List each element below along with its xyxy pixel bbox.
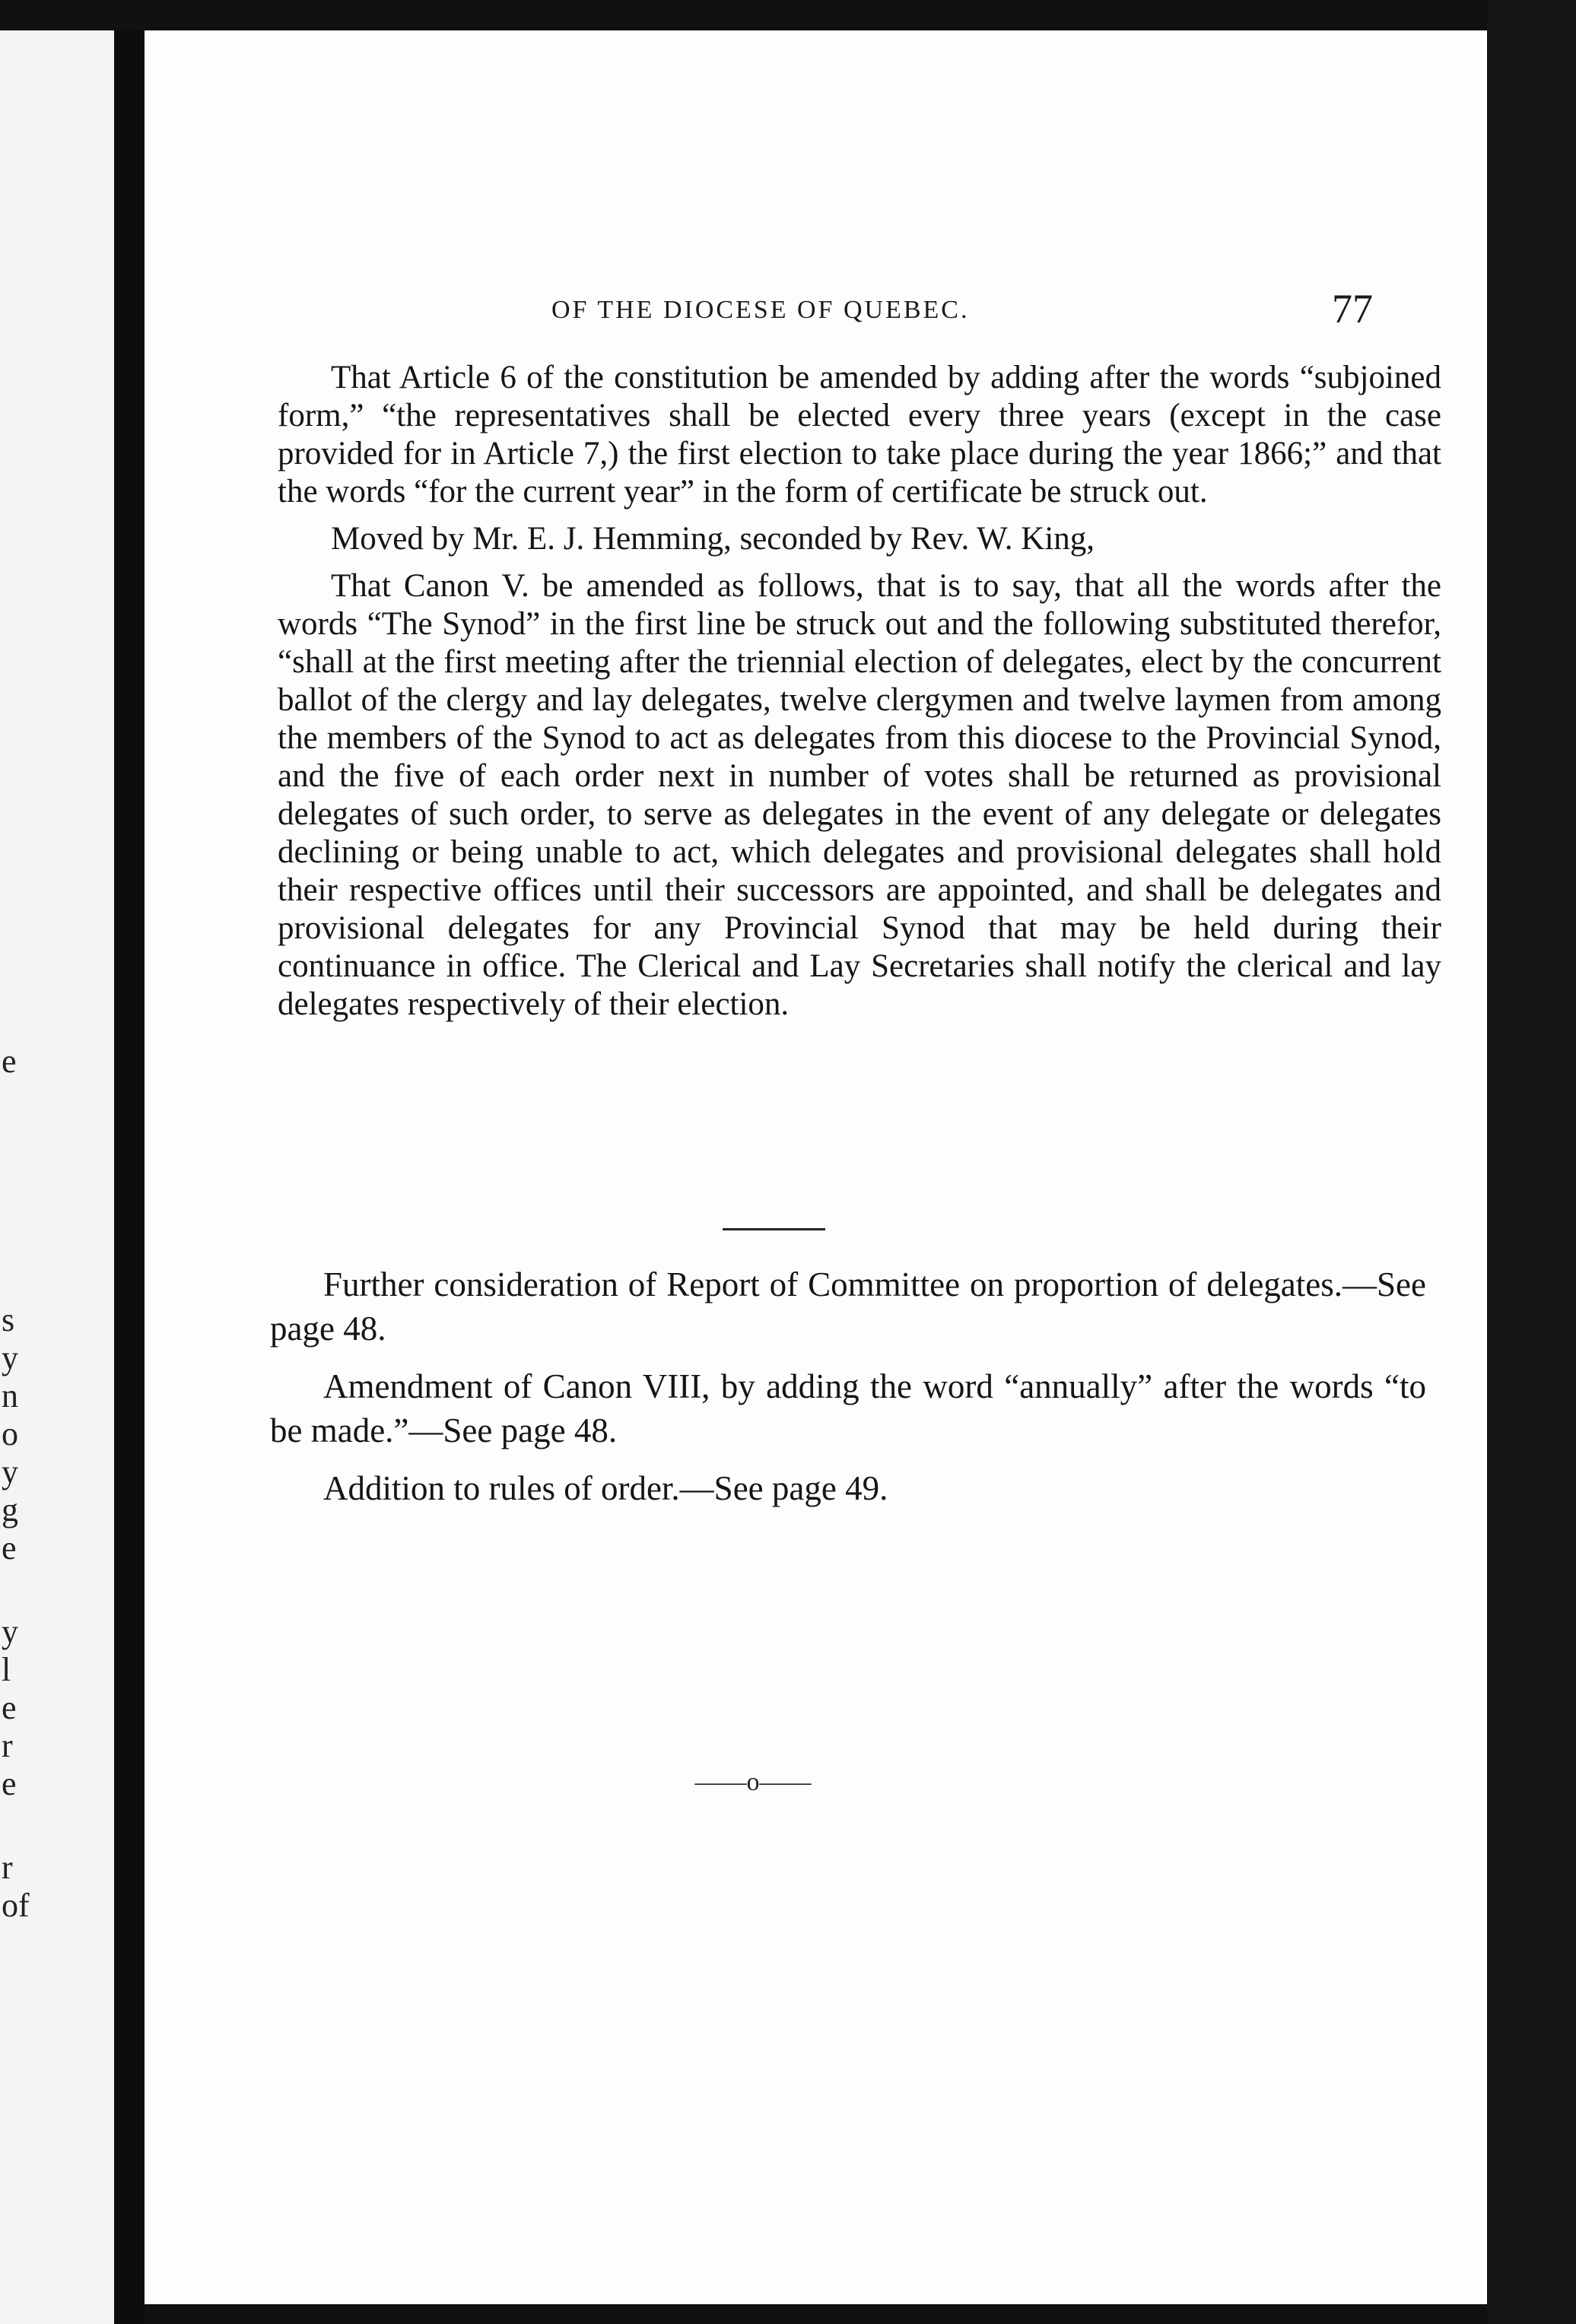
paragraph: Moved by Mr. E. J. Hemming, seconded by Rev. W. King, [331, 521, 1095, 557]
page-number: 77 [1332, 286, 1373, 332]
paragraph: Further consideration of Report of Committee on proportion of delegates.—See page 48. [270, 1265, 1426, 1348]
facing-page-fragment [0, 30, 114, 2324]
paragraph: Addition to rules of order.—See page 49. [323, 1469, 888, 1507]
page-header [145, 285, 1487, 338]
margin-letter: s [2, 1301, 15, 1338]
margin-letter: l [2, 1651, 11, 1688]
margin-letter: g [2, 1491, 18, 1529]
document-page [145, 30, 1487, 2304]
margin-letter: y [2, 1613, 18, 1650]
page-gutter [114, 30, 145, 2324]
margin-letter: e [2, 1529, 17, 1567]
margin-letter: y [2, 1339, 18, 1376]
margin-letter: of [2, 1887, 30, 1924]
margin-letter: e [2, 1043, 17, 1080]
margin-letter: r [2, 1849, 13, 1886]
agenda-text-block [270, 1262, 1426, 1524]
paragraph: That Article 6 of the constitution be amended by adding after the words “subjoined form,” “the representatives shall be elected every three years (except in the case provided for in Article 7,) the first election to take place during the year 1866;” and that the words “for the current year” in the form of certificate be struck out. [278, 360, 1441, 510]
margin-letter: o [2, 1415, 18, 1452]
margin-letter: n [2, 1377, 18, 1414]
paragraph: That Canon V. be amended as follows, that is to say, that all the words after the words “The Synod” in the first line be struck out and the following substituted therefor, “shall at the first meeting after the triennial election of delegates, elect by the concurrent ballot of the clergy and lay delegates, twelve clergymen and twelve laymen from among the members of the Synod to act as delegates from this diocese to the Provincial Synod, and the five of each order next in number of votes shall be returned as provisional delegates of such order, to serve as delegates in the event of any delegate or delegates declining or being unable to act, which delegates and provisional delegates shall hold their respective offices until their successors are appointed, and shall be delegates and provisional delegates for any Provincial Synod that may be held during their continuance in office. The Clerical and Lay Secretaries shall notify the clerical and lay delegates respectively of their election. [278, 568, 1441, 1022]
end-ornament: ——o—— [694, 1768, 812, 1796]
margin-letter: y [2, 1453, 18, 1491]
paragraph: Amendment of Canon VIII, by adding the word “annually” after the words “to be made.”—See page 48. [270, 1367, 1426, 1449]
margin-letter: e [2, 1765, 17, 1802]
running-head: OF THE DIOCESE OF QUEBEC. [551, 296, 970, 324]
section-divider [723, 1228, 825, 1230]
motion-text-block [278, 359, 1441, 1033]
film-edge [1487, 0, 1576, 2324]
margin-letter: r [2, 1727, 13, 1764]
margin-letter: e [2, 1689, 17, 1726]
